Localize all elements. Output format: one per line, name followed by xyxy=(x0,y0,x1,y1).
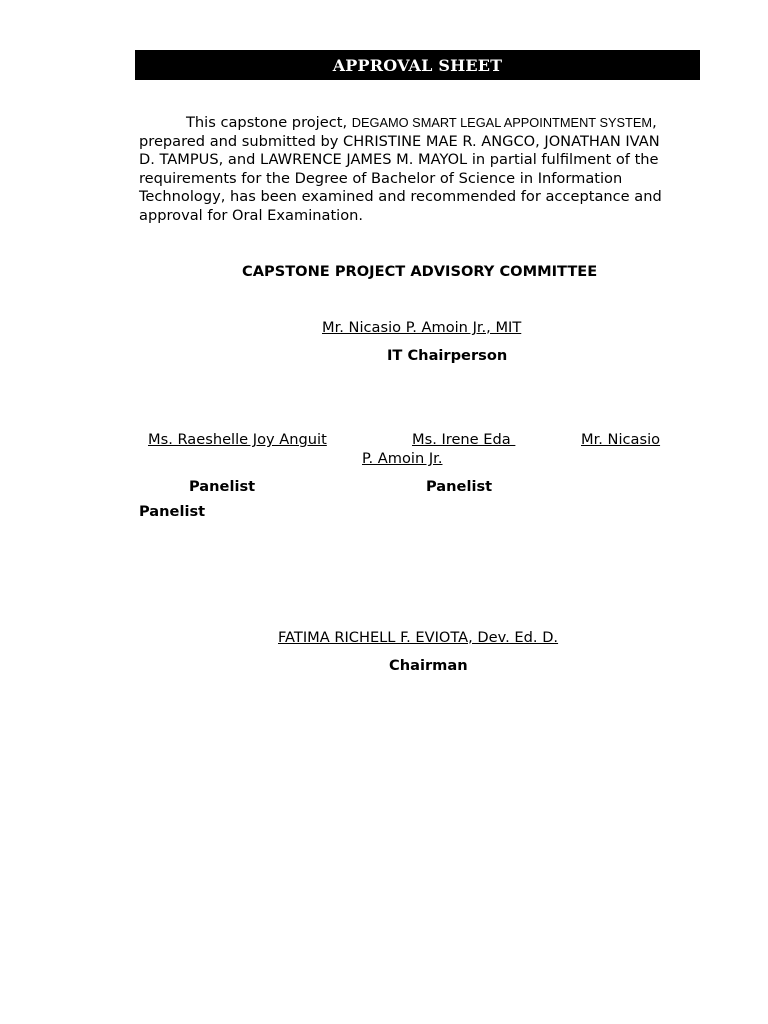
panelist-2-role: Panelist xyxy=(426,478,493,495)
panelist-2-name: Ms. Irene Eda xyxy=(412,431,516,448)
chairman-role: Chairman xyxy=(389,657,468,674)
chairperson-role: IT Chairperson xyxy=(387,347,508,364)
panelist-1-name: Ms. Raeshelle Joy Anguit xyxy=(148,431,327,448)
chairperson-name: Mr. Nicasio P. Amoin Jr., MIT xyxy=(322,319,522,336)
intro-paragraph xyxy=(139,114,679,225)
panelist-3-role: Panelist xyxy=(139,503,206,520)
intro-lead-text: This capstone project, xyxy=(186,114,352,131)
page-title: APPROVAL SHEET xyxy=(332,55,503,75)
approval-sheet-header-bar xyxy=(135,50,700,80)
panelist-1-role: Panelist xyxy=(189,478,256,495)
committee-heading: CAPSTONE PROJECT ADVISORY COMMITTEE xyxy=(242,263,598,280)
panelist-3-name-line-1: Mr. Nicasio xyxy=(581,431,661,448)
panelist-3-name-line-2: P. Amoin Jr. xyxy=(362,450,443,467)
chairman-name: FATIMA RICHELL F. EVIOTA, Dev. Ed. D. xyxy=(278,629,559,646)
project-name: DEGAMO SMART LEGAL APPOINTMENT SYSTEM xyxy=(351,115,653,130)
intro-rest-text: , prepared and submitted by CHRISTINE MAE R. ANGCO, JONATHAN IVAN D. TAMPUS, and LAWRENCE JAMES M. MAYOL in partial fulfilment of the requirements for the Degree of Bachelor of Science in Information Technology, has been examined and recommended for acceptance and approval for Oral Examination. xyxy=(139,114,662,224)
